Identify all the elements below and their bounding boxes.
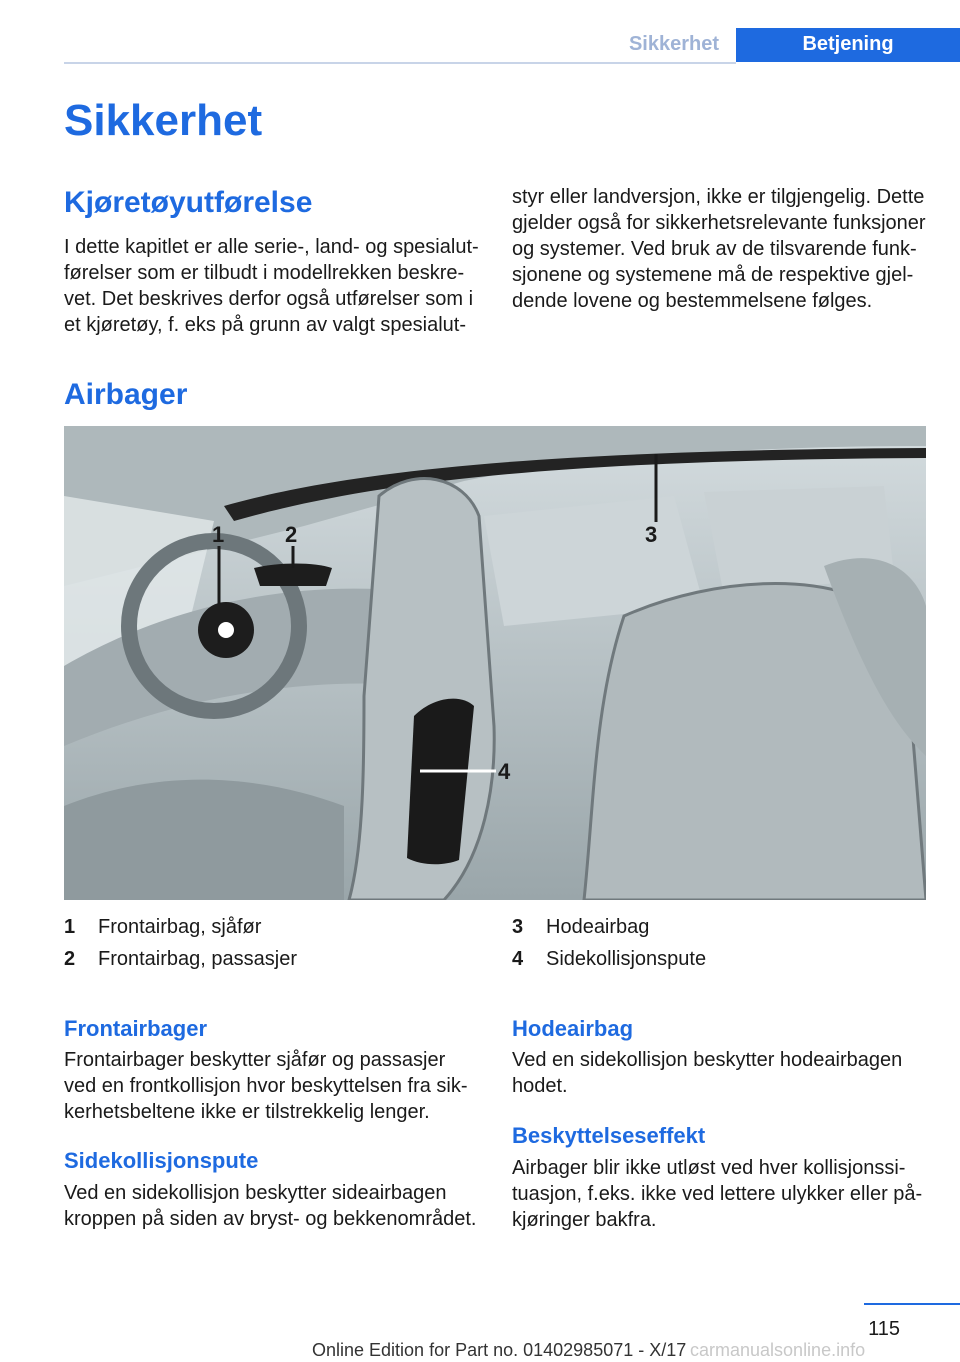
edition-note: Online Edition for Part no. 01402985071 - X/17 [312,1340,687,1360]
side-airbag-text [64,1180,494,1232]
vehicle-design-col2 [512,184,932,314]
legend-number: 3 [512,916,524,938]
text-line: gjelder også for sikkerhetsrelevante funksjoner [512,212,926,234]
watermark-text: carmanualsonline.info [690,1340,866,1360]
tab-sikkerhet[interactable]: Sikkerhet [628,33,720,55]
text-line: Ved en sidekollisjon beskytter hodeairbagen [512,1049,903,1071]
text-line: førelser som er tilbudt i modellrekken beskre- [64,262,465,284]
text-line: kroppen på siden av bryst- og bekkenområdet. [64,1208,477,1230]
heading-head-airbag: Hodeairbag [512,1016,634,1041]
figure-label-3: 3 [645,522,658,547]
figure-label-2: 2 [285,522,298,547]
figure-label-4: 4 [498,759,511,784]
text-line: ved en frontkollisjon hvor beskyttelsen fra sik- [64,1075,468,1097]
text-line: styr eller landversjon, ikke er tilgjengelig. Dette [512,186,925,208]
legend-number: 4 [512,948,524,970]
legend-text: Frontairbag, passasjer [98,948,297,970]
text-line: dende lovene og bestemmelsene følges. [512,290,873,312]
text-line: og systemer. Ved bruk av de tilsvarende funk- [512,238,917,260]
text-line: hodet. [512,1075,568,1097]
legend-number: 2 [64,948,76,970]
text-line: Airbager blir ikke utløst ved hver kollisjonssi- [512,1157,906,1179]
header-divider [64,62,736,64]
page-title: Sikkerhet [64,96,263,145]
front-airbags-text [64,1047,494,1125]
heading-side-airbag: Sidekollisjonspute [64,1148,259,1173]
figure-label-1: 1 [212,522,225,547]
text-line: Frontairbager beskytter sjåfør og passasjer [64,1049,446,1071]
text-line: I dette kapitlet er alle serie-, land- og spesialut- [64,236,479,258]
footer-divider [864,1303,960,1305]
heading-front-airbags: Frontairbager [64,1016,208,1041]
vehicle-design-col1 [64,234,484,338]
text-line: sjonene og systemene må de respektive gjel- [512,264,914,286]
head-airbag-text [512,1047,942,1099]
page-number: 115 [868,1318,900,1340]
text-line: kerhetsbeltene ikke er tilstrekkelig lenger. [64,1101,430,1123]
heading-vehicle-design: Kjøretøyutførelse [64,186,313,219]
text-line: Ved en sidekollisjon beskytter sideairbagen [64,1182,447,1204]
protective-effect-text [512,1155,942,1233]
legend-text: Hodeairbag [546,916,650,938]
text-line: vet. Det beskrives derfor også utførelser som i [64,288,474,310]
legend-number: 1 [64,916,76,938]
text-line: et kjøretøy, f. eks på grunn av valgt spesialut- [64,314,467,336]
heading-airbags: Airbager [64,378,188,411]
heading-protective-effect: Beskyttelseseffekt [512,1123,706,1148]
text-line: tuasjon, f.eks. ikke ved lettere ulykker eller på- [512,1183,923,1205]
text-line: kjøringer bakfra. [512,1209,657,1231]
tab-betjening[interactable]: Betjening [736,28,960,62]
airbag-locations-illustration [64,426,926,900]
legend-text: Sidekollisjonspute [546,948,707,970]
legend-text: Frontairbag, sjåfør [98,916,262,938]
